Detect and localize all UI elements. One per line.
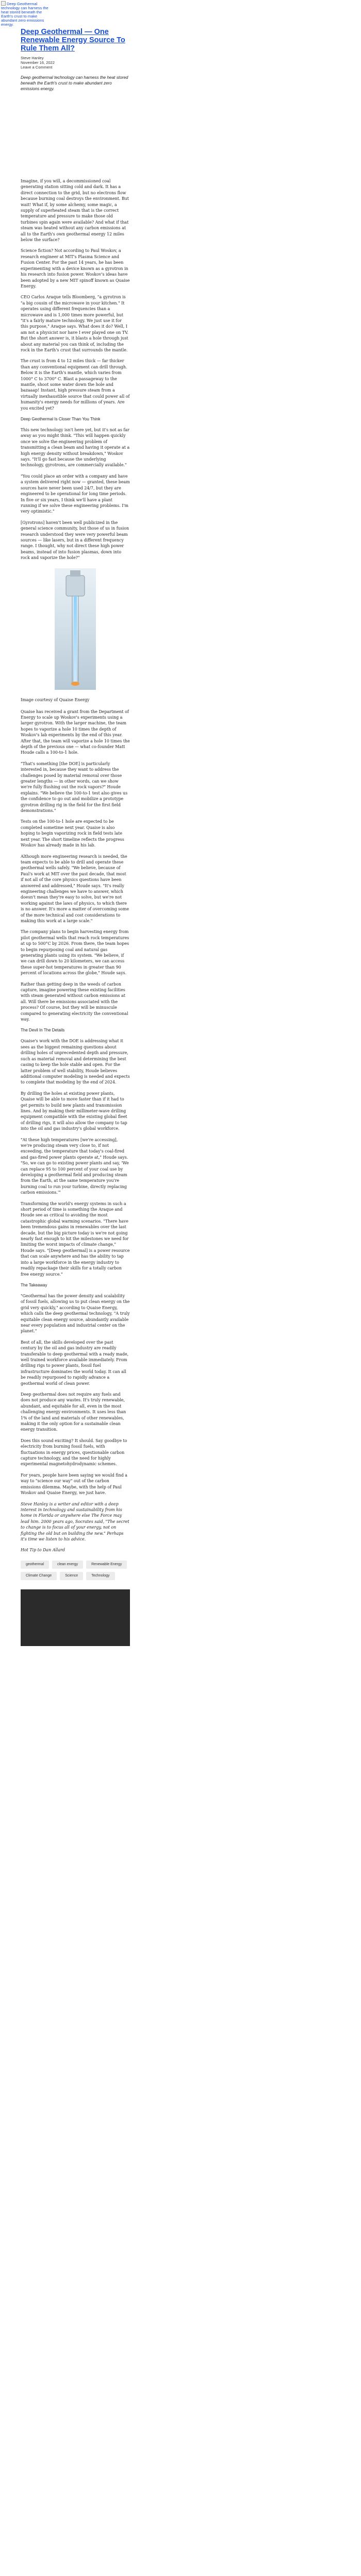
millimeter-wave-beam	[74, 596, 77, 684]
publish-date: November 16, 2022	[21, 60, 55, 65]
paragraph: "That's something [the DOE] is particularly interested in, because they want to address the challenges posed by material removal over those greater lengths — in other words, can we show we're fully flushing out the rock vapors?" Houde explains. "We believe the 100-to-1 test also gives us the confidence to go out and mobilize a prototype gyrotron drilling rig in the field for the first field demonstrations."	[21, 761, 128, 814]
ad-slot[interactable]	[21, 1589, 130, 1646]
paragraph: "Geothermal has the power density and scalability of fossil fuels, allowing us to put clean energy on the grid very quickly," according to Quaise Energy, which calls the deep geothermal technology, "A truly equitable clean energy source, abundantly available near every population and industrial center on the planet."	[21, 1293, 130, 1334]
rig-housing	[66, 575, 85, 596]
paragraph: "At these high temperatures [we're accessing], we're producing steam very close to, if not exceeding, the temperature that today's coal-fired and gas-fired power plants operate at," Houde says. "So, we can go to existing power plants and say, 'We can replace 95 to 100 percent of your coal use by developing a geothermal field and producing steam from the Earth, at the same temperature you're burning coal to run your turbine, directly replacing carbon emissions.'"	[21, 1137, 129, 1195]
paragraph: The crust is from 4 to 12 miles thick — far thicker than any conventional equipment can drill through. Below it is the Earth's mantle, which varies from 1000° C to 3700° C. Blast a passageway to the mantle, shoot some water down the hole and bazaaap! Instant, high pressure steam from a virtually inexhaustible source that could power all of humanity's energy needs for millions of years. Are you excited yet?	[21, 359, 130, 411]
section-closer	[21, 427, 130, 561]
tag-list	[21, 1561, 130, 1580]
article-title[interactable]: Deep Geothermal — One Renewable Energy Source To Rule Them All?	[21, 28, 125, 53]
paragraph: This new technology isn't here yet, but it's not as far away as you might think. "This will happen quickly once we solve the engineering problem of transmitting a clean beam and having it operate at a high energy density without breakdown," Woskov says. "It'll go fast because the underlying technology, gyrotrons, are commercially available."	[21, 428, 130, 468]
tag-chip[interactable]: geothermal	[21, 1561, 49, 1569]
hero-image-alt	[1, 1, 51, 27]
paragraph: Does this sound exciting? It should. Say goodbye to electricity from burning fossil fuels, with fluctuations in energy prices, questionable carbon capture technology, and the need for highly experimental magnetohydrodynamic schemes.	[21, 1438, 127, 1467]
vaporized-rock	[71, 682, 79, 686]
rig-top	[70, 570, 80, 577]
paragraph: Imagine, if you will, a decommissioned coal generating station sitting cold and dark. It has a direct connection to the grid, but no electrons flow because burning coal destroys the environment. But wait! What if, by some alchemy, some magic, a supply of superheated steam that is the correct temperature and pressure to make those old turbines spin again were available? And what if that steam was heated without any carbon emissions at all to the Earth's own geothermal energy 12 miles below the surface?	[21, 179, 129, 243]
author-bio: Steve Hanley is a writer and editor with a deep interest in technology and sustainability from his home in Florida or anywhere else The Force may lead him. 2000 years ago, Socrates said, "The secret to change is to focus all of your energy, not on fighting the old but on building the new." Perhaps it's time we listen to his advice.	[21, 1501, 129, 1541]
paragraph: Transforming the world's energy systems in such a short period of time is something the Araque and Houde see as critical to avoiding the most catastrophic global warming scenarios. "There have been tremendous gains in renewables over the last decade, but the big picture today is we're not going nearly fast enough to hit the milestones we need for limiting the worst impacts of climate change," Houde says. "[Deep geothermal] is a power resource that can scale anywhere and has the ability to tap into a large workforce in the energy industry to readily repackage their skills for a totally carbon free energy source."	[21, 1201, 130, 1277]
paragraph: "You could place an order with a company and have a system delivered right now — granted, these beam sources have never been used 24/7, but they are engineered to be operational for long time periods. In five or six years, I think we'll have a plant running if we solve these engineering problems. I'm very optimistic."	[21, 473, 130, 514]
section-doe	[21, 709, 130, 1023]
paragraph: Rather than getting deep in the weeds of carbon capture, imagine powering these existing facilities with steam generated without carbon emissions at all. Will there be emissions associated with the process? Of course, but they will be minuscule compared to generating electricity the conventional way.	[21, 981, 128, 1022]
quaise-diagram	[21, 568, 130, 690]
author-name: Steve Hanley	[21, 56, 44, 60]
paragraph: [Gyrotrons] haven't been well publicized in the general science community, but those of us in fusion research understood they were very powerful beam sources — like lasers, but in a different frequency range. I thought, why not direct these high power beams, instead of into fusion plasmas, down into rock and vaporize the hole?"	[21, 520, 129, 561]
paragraph: The company plans to begin harvesting energy from pilot geothermal wells that reach rock temperatures at up to 500°C by 2026. From there, the team hopes to begin repurposing coal and natural gas generating plants using its system. "We believe, if we can drill down to 20 kilometers, we can access these super-hot temperatures in greater than 90 percent of locations across the globe," Houde says.	[21, 929, 129, 976]
paragraph: Tests on the 100-to-1 hole are expected to be completed sometime next year. Quaise is also hoping to begin vaporizing rock in field tests late next year. The short timeline reflects the progress Woskov has already made in his lab.	[21, 819, 124, 848]
lead-image-svg	[21, 92, 130, 178]
comments-link[interactable]: Leave a Comment	[21, 65, 53, 70]
tag-chip[interactable]: Technology	[86, 1572, 114, 1580]
related-tip: Hot Tip to Dan Allard	[21, 1548, 65, 1553]
subhead-takeaway: The Takeaway	[21, 1282, 47, 1287]
tag-chip[interactable]: Climate Change	[21, 1572, 57, 1580]
tag-chip[interactable]: clean energy	[52, 1561, 83, 1569]
paragraph: Quaise has received a grant from the Department of Energy to scale up Woskov's experiments using a larger gyrotron. With the larger machine, the team hopes to vaporize a hole 10 times the depth of Woskov's lab experiments by the end of this year. After that, the team will vaporize a hole 10 times the depth of the previous one — what co-founder Matt Houde calls a 100-to-1 hole.	[21, 709, 130, 755]
section-takeaway	[21, 1293, 130, 1496]
quaise-diagram-svg	[21, 568, 130, 690]
paragraph: By drilling the holes at existing power plants, Quaise will be able to move faster than if it had to get permits to build new plants and transmission lines. And by making their millimeter-wave drilling equipment compatible with the existing global fleet of drilling rigs, it will also allow the company to tap into the oil and gas industry's global workforce.	[21, 1091, 127, 1131]
ad-banner[interactable]	[21, 1589, 130, 1646]
paragraph: For years, people have been saying we would find a way to "science our way" out of the carbon emissions dilemma. Maybe, with the help of Paul Woskov and Quaise Energy, we just have.	[21, 1472, 127, 1496]
paragraph: Deep geothermal does not require any fuels and does not produce any wastes. It's truly renewable, abundant, and equitable for all, even in the most challenging energy environments. It uses less than 1% of the land and materials of other renewables, making it the only option for a sustainable clean energy transition.	[21, 1392, 126, 1432]
lead-image	[21, 92, 130, 178]
paragraph: Science fiction? Not according to Paul Woskov, a research engineer at MIT's Plasma Science and Fusion Center. For the past 14 years, he has been experimenting with a device known as a gyrotron in his research into fusion power. Woskov's ideas have been adopted by a new MIT spinoff known as Quaise Energy.	[21, 248, 130, 289]
section-intro	[21, 178, 130, 411]
subhead-devil: The Devil In The Details	[21, 1028, 65, 1033]
hero-alt-text: Deep Geothermal technology can harness the heat stored beneath the Earth's crust to make abundant zero emissions energy.	[1, 2, 48, 27]
article-dek: Deep geothermal technology can harness the heat stored beneath the Earth's crust to make abundant zero emissions energy.	[21, 75, 128, 91]
byline	[21, 56, 130, 70]
paragraph: CEO Carlos Araque tells Bloomberg, "a gyrotron is "a big cousin of the microwave in your kitchen." It operates using different frequencies than a microwave and is 1,000 times more powerful, but "it's a fairly mature technology. We just use it for this purpose," Araque says. What does it do? Well, I am not a physicist nor have I ever played one on TV. But the short answer is, it blasts a hole through just about any material you can think of, including the rock in the Earth's crust that surrounds the mantle.	[21, 295, 128, 352]
article-body	[21, 28, 130, 1646]
figure-caption: Image courtesy of Quaise Energy	[21, 697, 90, 702]
paragraph: Best of all, the skills developed over the past century by the oil and gas industry are readily transferable to deep geothermal with a ready made, well trained workforce available immediately. From drilling rigs to power plants, fossil fuel infrastructure dominates the world today. It can all be readily repurposed to rapidly advance a geothermal world of clean power.	[21, 1340, 129, 1386]
section-devil	[21, 1038, 130, 1277]
broken-image-icon	[1, 1, 6, 6]
tag-chip[interactable]: Renewable Energy	[86, 1561, 127, 1569]
subhead-closer: Deep Geothermal Is Closer Than You Think	[21, 417, 101, 422]
tag-chip[interactable]: Science	[60, 1572, 83, 1580]
paragraph: Although more engineering research is needed, the team expects to be able to drill and operate these geothermal wells safely. "We believe, because of Paul's work at MIT over the past decade, that most if not all of the core physics questions have been answered and addressed," Houde says. "It's really engineering challenges we have to answer, which doesn't mean they're easy to solve, but we're not working against the laws of physics, to which there is no answer. It's more a matter of overcoming some of the more technical and cost considerations to making this work at a large scale."	[21, 854, 129, 923]
paragraph: Quaise's work with the DOE is addressing what it sees as the biggest remaining questions about drilling holes of unprecedented depth and pressure, such as material removal and determining the best casing to keep the hole stable and open. For the latter problem of well stability, Houde believes additional computer modeling is needed and expects to complete that modeling by the end of 2024.	[21, 1039, 130, 1085]
